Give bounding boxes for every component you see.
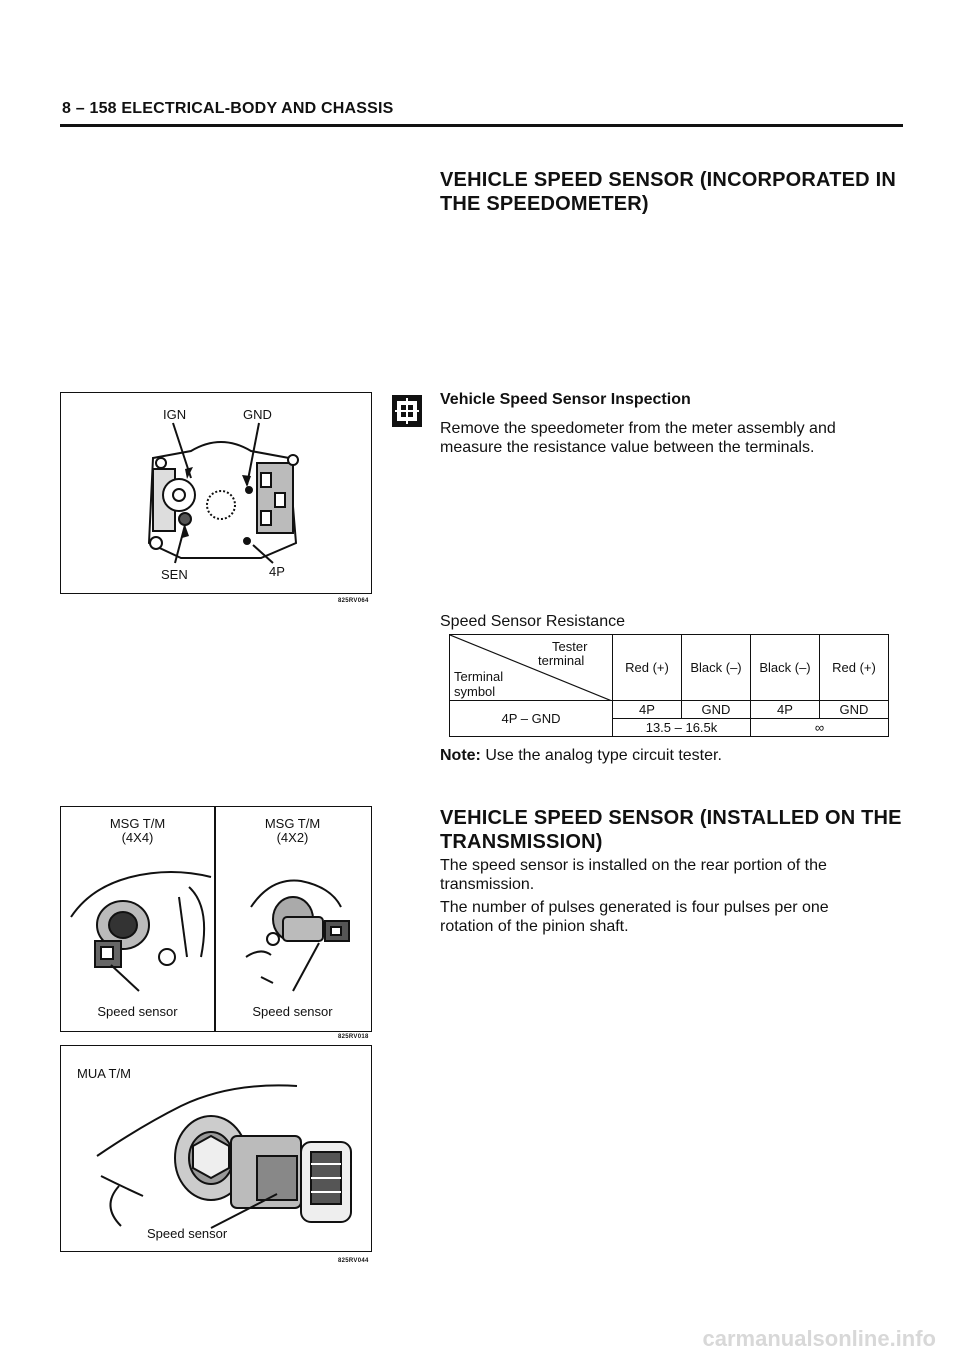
figure2-code: 825RV018 (338, 1034, 369, 1040)
note-text: Use the analog type circuit tester. (480, 747, 722, 764)
inspection-body-line1: Remove the speedometer from the meter assembly and (440, 420, 836, 437)
figure2-right-title2: (4X2) (276, 830, 309, 845)
inspection-body (440, 419, 836, 457)
section2-para1-line1: The speed sensor is installed on the rear portion of the (440, 857, 827, 874)
col-header: Black (–) (682, 635, 751, 701)
section1-title (440, 168, 896, 216)
msg-tm-figure (60, 806, 372, 1032)
value-cell: 13.5 – 16.5k (613, 719, 751, 737)
figure3-label: Speed sensor (147, 1226, 228, 1241)
note (440, 746, 722, 765)
label-4p: 4P (269, 564, 285, 579)
corner-tester: Tester (552, 639, 588, 654)
terminal-cell: 4P (751, 701, 820, 719)
figure2-left-label: Speed sensor (97, 1004, 178, 1019)
corner-cell (450, 635, 613, 701)
section2-para2 (440, 898, 829, 936)
watermark: carmanualsonline.info (702, 1326, 936, 1351)
section2-title (440, 806, 902, 854)
figure2-left-title2: (4X4) (121, 830, 154, 845)
section2-title-line1: VEHICLE SPEED SENSOR (INSTALLED ON THE (440, 807, 902, 829)
page-header: 8 – 158 ELECTRICAL-BODY AND CHASSIS (62, 100, 394, 117)
figure2-right-title (216, 817, 369, 845)
figure2-right-title1: MSG T/M (264, 816, 321, 831)
section2-para2-line1: The number of pulses generated is four pulses per one (440, 899, 829, 916)
inspection-icon (391, 394, 423, 428)
inspection-body-line2: measure the resistance value between the terminals. (440, 439, 815, 456)
col-header: Black (–) (751, 635, 820, 701)
section1-title-line2: THE SPEEDOMETER) (440, 193, 649, 215)
figure1-code: 825RV064 (338, 598, 369, 604)
value-cell: ∞ (751, 719, 889, 737)
figure2-left-title1: MSG T/M (109, 816, 166, 831)
section2-title-line2: TRANSMISSION) (440, 831, 603, 853)
note-label: Note: (440, 747, 481, 764)
col-header: Red (+) (613, 635, 682, 701)
corner-terminal-tester: terminal (538, 653, 585, 668)
figure2-right-label: Speed sensor (252, 1004, 333, 1019)
resistance-table (449, 634, 889, 737)
terminal-cell: 4P (613, 701, 682, 719)
section2-para2-line2: rotation of the pinion shaft. (440, 918, 629, 935)
terminal-cell: GND (682, 701, 751, 719)
terminal-cell: GND (820, 701, 889, 719)
corner-symbol: symbol (454, 684, 496, 699)
figure3-code: 825RV044 (338, 1258, 369, 1264)
section2-para1-line2: transmission. (440, 876, 535, 893)
col-header: Red (+) (820, 635, 889, 701)
corner-terminal: Terminal (454, 669, 504, 684)
label-gnd: GND (243, 407, 272, 422)
figure2-left-title (61, 817, 214, 845)
speedometer-figure (60, 392, 372, 594)
label-ign: IGN (163, 407, 187, 422)
header-rule (60, 124, 903, 127)
section1-title-line1: VEHICLE SPEED SENSOR (INCORPORATED IN (440, 169, 896, 191)
resistance-caption: Speed Sensor Resistance (440, 613, 625, 630)
inspection-heading: Vehicle Speed Sensor Inspection (440, 391, 691, 408)
label-sen: SEN (161, 567, 188, 582)
mua-tm-figure (60, 1045, 372, 1252)
row-label: 4P – GND (450, 701, 613, 737)
section2-para1 (440, 856, 827, 894)
figure3-title: MUA T/M (77, 1066, 131, 1081)
